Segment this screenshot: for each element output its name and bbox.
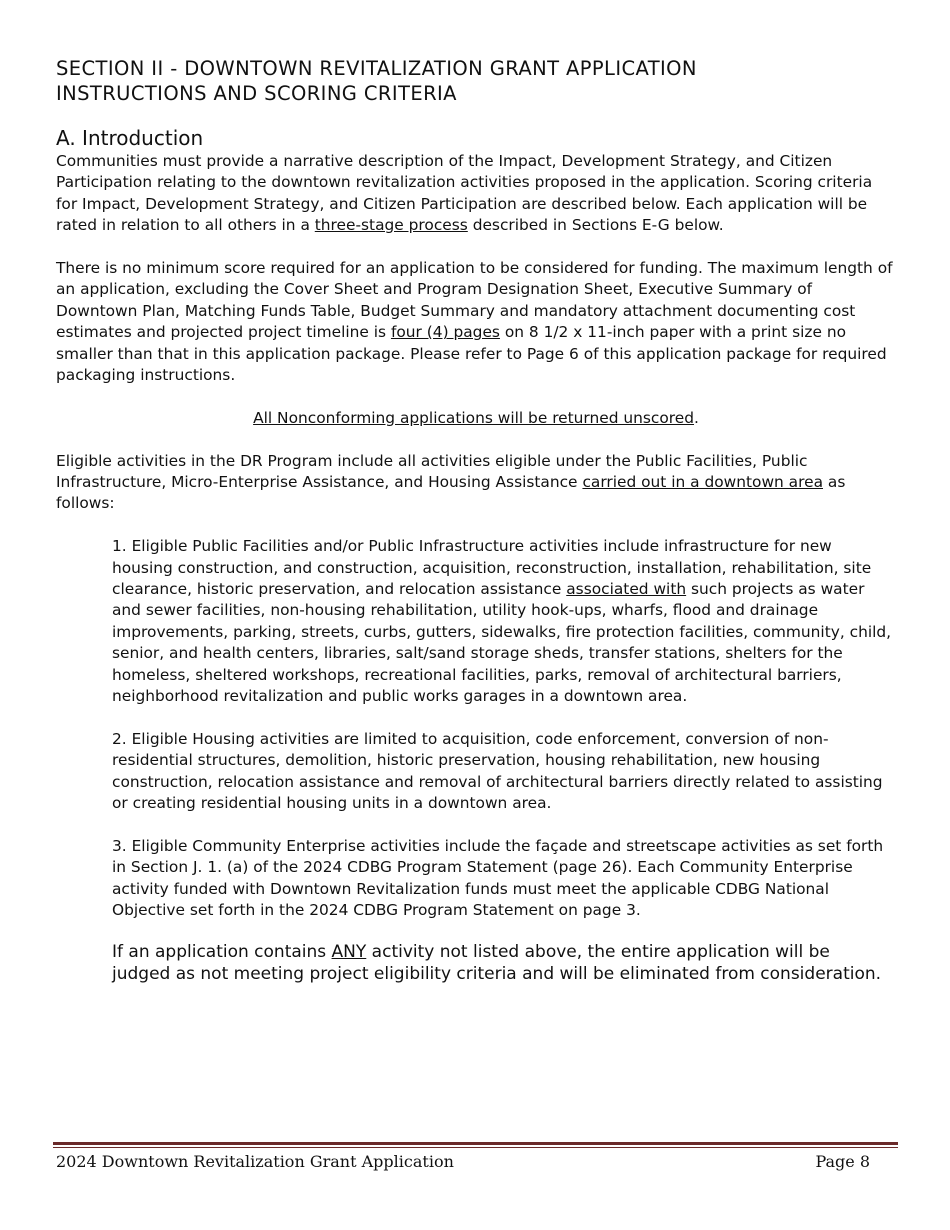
nonconforming-notice-period: . <box>694 408 699 427</box>
eligible-item-3: 3. Eligible Community Enterprise activities include the façade and streetscape activities as set forth in Section J. 1. (a) of the 2024 CDBG Program Statement (page 26). Each Community Enterprise activity funded with Downtown Revitalization funds must meet the applicable CDBG National Objective set forth in the 2024 CDBG Program Statement on page 3. <box>112 836 884 920</box>
associated-with-emphasis: associated with <box>566 580 687 599</box>
section-title <box>56 56 896 106</box>
page-footer <box>56 1152 870 1172</box>
three-stage-process-emphasis: three-stage process <box>314 216 468 235</box>
intro-p2-text-a: There is no minimum score required for an application to be considered for funding. The maximum length of an application, excluding the Cover Sheet and Program Designation Sheet, Executive Summary of Downtown Plan, Matching Funds Table, Budget Summary and mandatory attachment documenting cost estimates and projected project timeline is <box>56 259 893 342</box>
intro-p1-text-a: Communities must provide a narrative description of the Impact, Development Strategy, and Citizen Participation relating to the downtown revitalization activities proposed in the application. Scoring criteria for Impact, Development Strategy, and Citizen Participation are described below. Each application will be rated in relation to all others in a <box>56 152 873 235</box>
page-limit-emphasis: four (4) pages <box>390 323 500 342</box>
section-title-line2: INSTRUCTIONS AND SCORING CRITERIA <box>56 82 457 105</box>
footer-document-title: 2024 Downtown Revitalization Grant Application <box>56 1152 454 1171</box>
warning-text-b: activity not listed above, the entire application will be judged as not meeting project eligibility criteria and will be eliminated from consideration. <box>112 941 882 984</box>
intro-paragraph-2 <box>56 258 896 386</box>
intro-p1-text-b: described in Sections E-G below. <box>467 216 724 235</box>
section-title-line1: SECTION II - DOWNTOWN REVITALIZATION GRANT APPLICATION <box>56 57 697 80</box>
footer-rule-thin <box>53 1147 898 1148</box>
eligible-text-a: Eligible activities in the DR Program include all activities eligible under the Public Facilities, Public Infrastructure, Micro-Enterprise Assistance, and Housing Assistance <box>56 451 808 492</box>
item1-text-b: such projects as water and sewer facilities, non-housing rehabilitation, utility hook-ups, wharfs, flood and drainage improvements, parking, streets, curbs, gutters, sidewalks, fire protection facilities, community, child, senior, and health centers, libraries, salt/sand storage sheds, transfer stations, shelters for the homeless, sheltered workshops, recreational facilities, parks, removal of architectural barriers, neighborhood revitalization and public works garages in a downtown area. <box>112 580 892 706</box>
footer-page-number: Page 8 <box>815 1152 870 1171</box>
footer-rule-thick <box>53 1142 898 1145</box>
eligible-item-1 <box>112 536 892 707</box>
nonconforming-notice-text: All Nonconforming applications will be returned unscored <box>253 408 695 427</box>
downtown-area-emphasis: carried out in a downtown area <box>582 473 823 492</box>
intro-paragraph-1 <box>56 151 896 237</box>
nonconforming-notice <box>56 408 896 429</box>
intro-p2-text-b: on 8 1/2 x 11-inch paper with a print size no smaller than that in this application package. Please refer to Page 6 of this application package for required packaging instructions. <box>56 323 887 385</box>
eligible-activities-paragraph <box>56 451 896 515</box>
eligible-item-2: 2. Eligible Housing activities are limited to acquisition, code enforcement, conversion of non-residential structures, demolition, historic preservation, housing rehabilitation, new housing construction, relocation assistance and removal of architectural barriers directly related to assisting or creating residential housing units in a downtown area. <box>112 729 883 813</box>
item1-text-a: 1. Eligible Public Facilities and/or Public Infrastructure activities include infrastructure for new housing construction, and construction, acquisition, reconstruction, installation, rehabilitation, site clearance, historic preservation, and relocation assistance <box>112 537 872 599</box>
any-emphasis: ANY <box>331 941 367 962</box>
intro-heading: A. Introduction <box>56 126 204 150</box>
document-page <box>56 56 896 1007</box>
eligibility-warning <box>112 942 892 985</box>
warning-text-a: If an application contains <box>112 941 332 962</box>
eligible-text-b: as follows: <box>56 473 846 513</box>
